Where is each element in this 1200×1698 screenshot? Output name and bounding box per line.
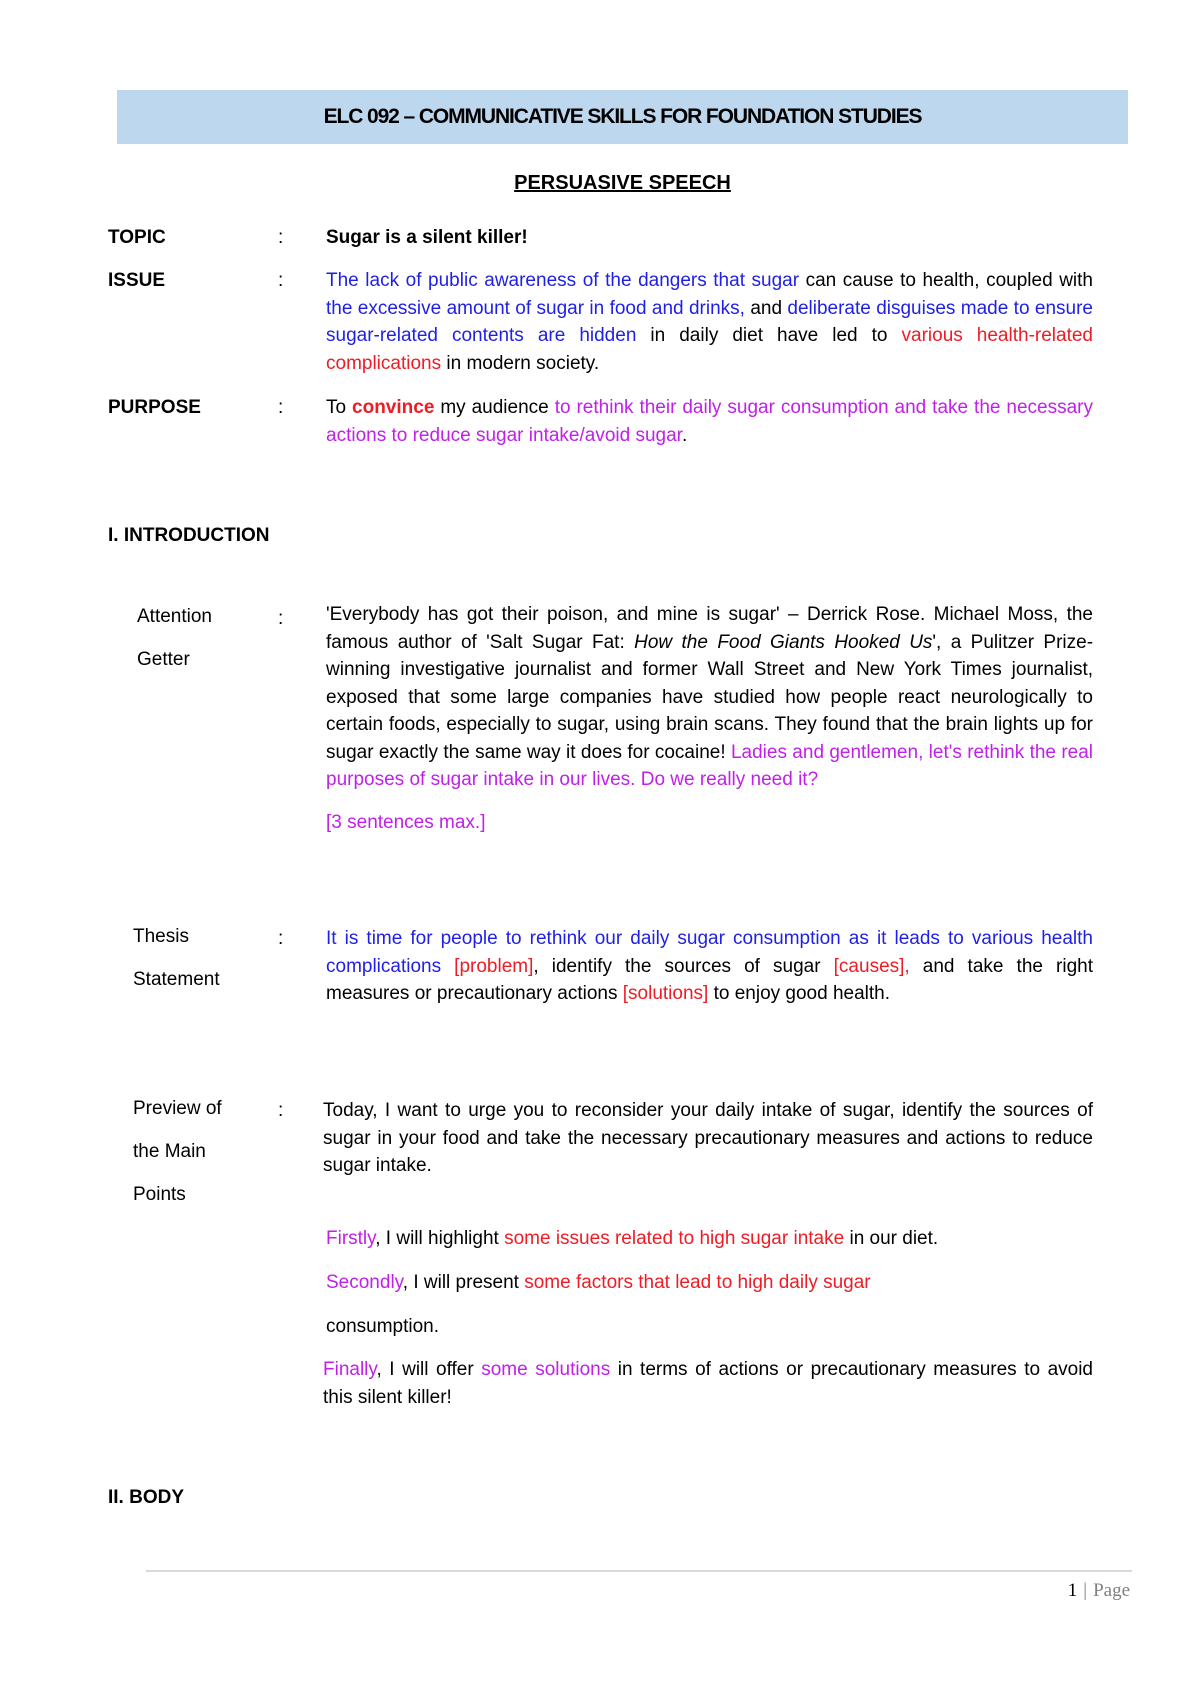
attention-getter-label: Attention Getter: [137, 606, 212, 670]
topic-text: Sugar is a silent killer!: [326, 227, 528, 248]
issue-part: in modern society.: [441, 352, 600, 374]
preview-final-point: Finally, I will offer some solutions in terms of actions or precautionary measures to avoid this silent killer!: [323, 1359, 1093, 1408]
issue-part: various health-related complications: [326, 325, 1093, 374]
thesis-part: [solutions]: [622, 983, 709, 1004]
attention-colon: :: [278, 608, 284, 629]
issue-part: deliberate disguises made to ensure sugar-related contents are hidden: [326, 297, 1093, 346]
issue-part: can cause to health, coupled with: [799, 270, 1093, 291]
preview-first-point: Firstly, I will highlight some issues related to high sugar intake in our diet.: [326, 1228, 939, 1249]
thesis-part: [problem]: [441, 955, 534, 977]
attention-book-title: How the Food Giants Hooked Us: [634, 631, 933, 653]
course-title-banner: [117, 90, 1128, 144]
body-heading: II. BODY: [108, 1487, 185, 1508]
attention-part: Ladies and gentlemen, let's rethink the real purposes of sugar intake in our lives. Do we really need it?: [326, 741, 1094, 790]
issue-part: in daily diet have led to: [636, 325, 902, 346]
purpose-label: PURPOSE: [108, 397, 201, 418]
purpose-part: my audience: [434, 397, 555, 418]
preview-second-point-cont: consumption.: [326, 1316, 440, 1337]
thesis-part: and take the right measures or precautionary actions: [326, 955, 1093, 1004]
thesis-part: , identify the sources of sugar: [533, 955, 834, 977]
issue-part: the excessive amount of sugar in food and drinks,: [326, 297, 745, 319]
introduction-heading: I. INTRODUCTION: [108, 525, 270, 546]
document-title: PERSUASIVE SPEECH: [514, 172, 731, 194]
purpose-part: convince: [352, 397, 435, 418]
thesis-statement-text: [326, 925, 1093, 1008]
attention-note: [3 sentences max.]: [326, 811, 486, 833]
issue-part: and: [744, 297, 788, 319]
thesis-part: [causes],: [833, 955, 910, 977]
thesis-part: It is time for people to rethink our daily sugar consumption as it leads to various health complications: [326, 928, 1093, 977]
attention-part: 'Everybody has got their poison, and mine is sugar' – Derrick Rose. Michael Moss, the famous author of 'Salt Sugar Fat:: [326, 604, 1093, 653]
preview-second-point: Secondly, I will present some factors that lead to high daily sugar: [326, 1272, 871, 1293]
issue-colon: :: [278, 270, 284, 291]
course-title: ELC 092 – COMMUNICATIVE SKILLS FOR FOUNDATION STUDIES: [323, 105, 922, 128]
thesis-statement-label: Thesis Statement: [133, 926, 220, 990]
purpose-part: To: [326, 397, 353, 418]
page-number: 1 | Page: [1067, 1580, 1130, 1601]
issue-text: [326, 267, 1093, 377]
preview-intro: Today, I want to urge you to reconsider your daily intake of sugar, identify the sources of sugar in your food and take the necessary precautionary measures and actions to reduce sugar intake.: [323, 1100, 1093, 1176]
issue-label: ISSUE: [108, 270, 166, 291]
purpose-colon: :: [278, 397, 284, 418]
preview-colon: :: [278, 1100, 284, 1121]
topic-colon: :: [278, 227, 284, 248]
issue-part: The lack of public awareness of the dangers that sugar: [326, 270, 800, 291]
thesis-part: to enjoy good health.: [708, 983, 891, 1004]
attention-getter-text: [326, 601, 1093, 836]
footer-divider: [146, 1570, 1132, 1572]
topic-label: TOPIC: [108, 227, 166, 248]
purpose-text: [326, 394, 1093, 449]
purpose-part: .: [681, 424, 688, 446]
attention-part: ', a Pulitzer Prize-winning investigative journalist and former Wall Street and New York Times journalist, exposed that some large companies have studied how people react neurologically to certain foods, especially to sugar, using brain scans. They found that the brain lights up for sugar exactly the same way it does for cocaine!: [326, 631, 1094, 763]
preview-label: Preview of the Main Points: [133, 1098, 222, 1205]
thesis-colon: :: [278, 928, 284, 949]
purpose-part: to rethink their daily sugar consumption and take the necessary actions to reduce sugar intake/avoid sugar: [326, 397, 1093, 446]
